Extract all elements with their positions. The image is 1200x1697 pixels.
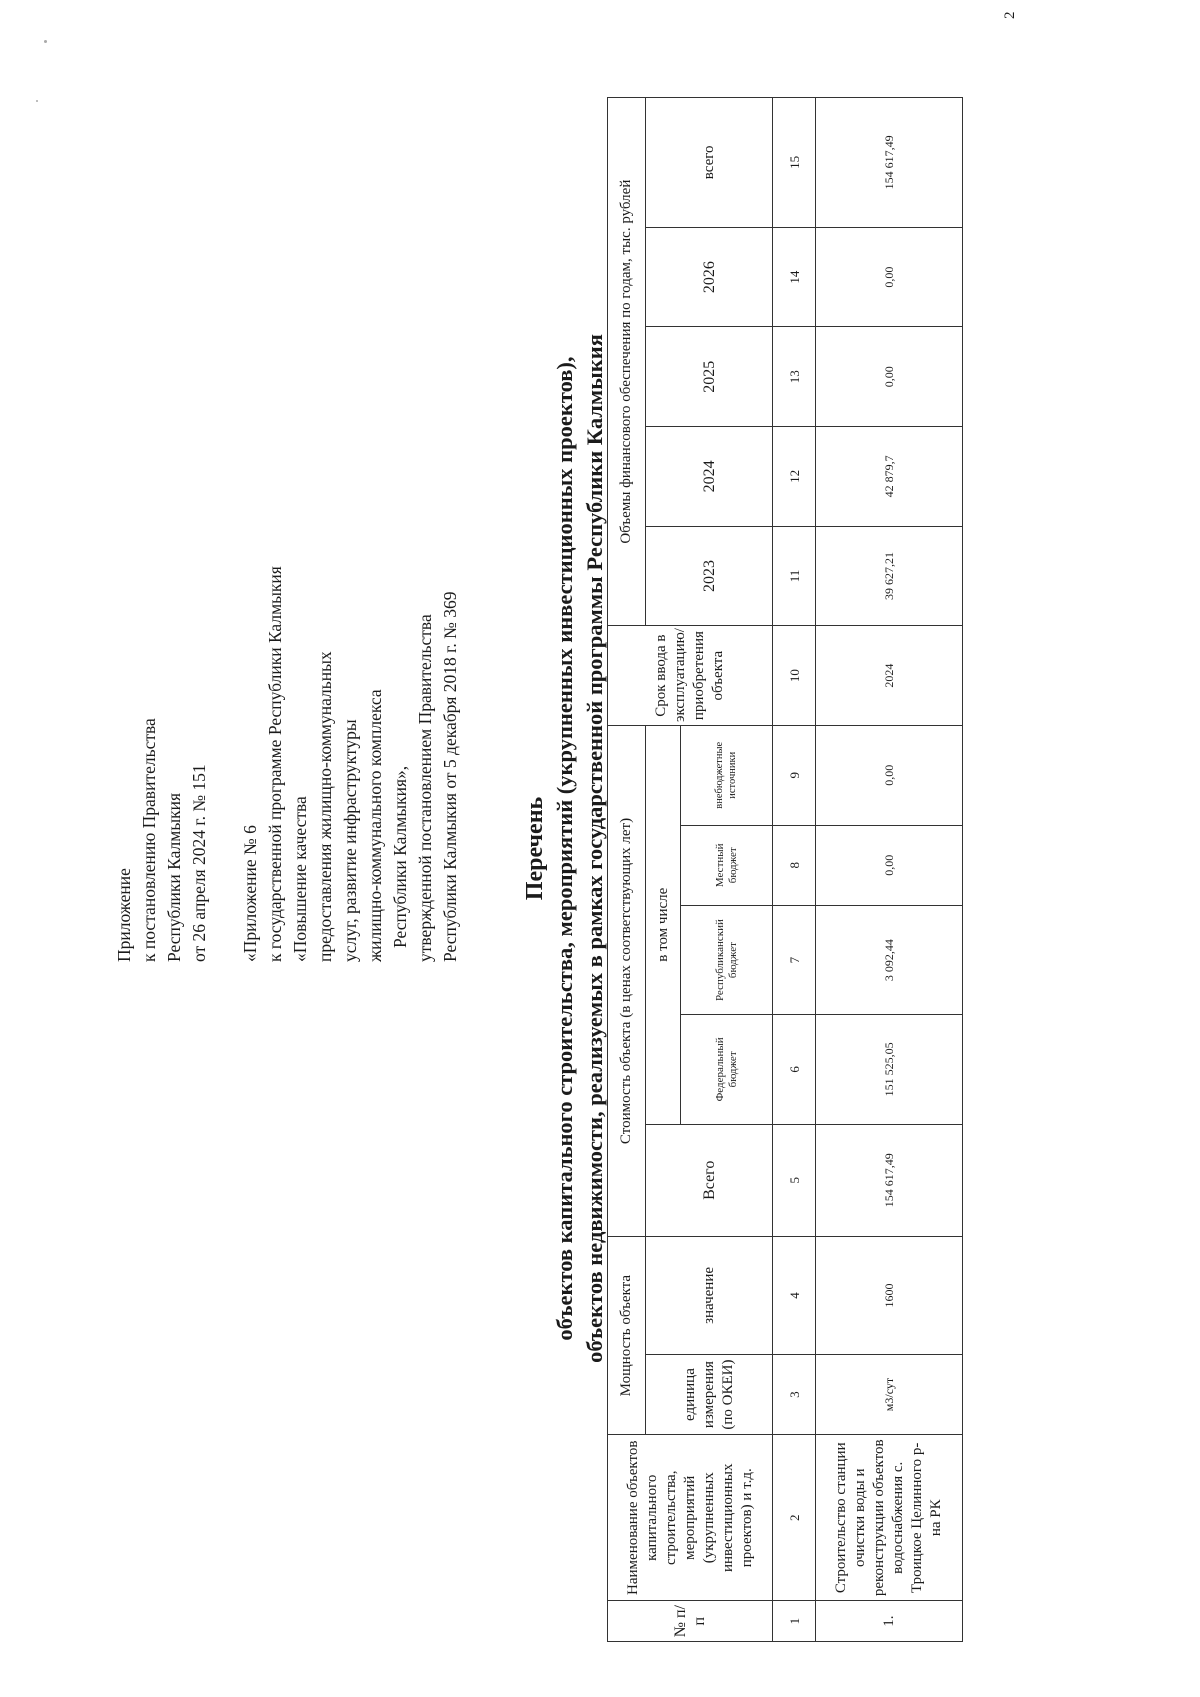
appendix-line: предоставления жилищно-коммунальных	[315, 651, 335, 962]
header-total: Всего	[646, 1124, 773, 1237]
appendix-line: Приложение	[114, 868, 134, 962]
appendix-line: утвержденной постановлением Правительства	[415, 614, 435, 962]
table-row	[816, 98, 963, 1642]
appendix-line: к постановлению Правительства	[139, 718, 159, 962]
appendix-line: «Приложение № 6	[240, 825, 260, 962]
header-capacity: Мощность объекта	[608, 1237, 646, 1435]
header-year-2025: 2025	[646, 327, 773, 427]
scan-speck	[44, 40, 47, 43]
year-2023-cell: 39 627,21	[816, 526, 963, 626]
year-2026-cell: 0,00	[816, 227, 963, 327]
header-financing: Объемы финансового обеспечения по годам, тыс. рублей	[608, 98, 646, 626]
republican-cell: 3 092,44	[816, 905, 963, 1014]
column-number: 9	[773, 725, 816, 825]
column-number: 3	[773, 1354, 816, 1434]
header-federal: Федеральный бюджет	[681, 1015, 773, 1124]
federal-cell: 151 525,05	[816, 1015, 963, 1124]
column-number: 11	[773, 526, 816, 626]
column-number: 14	[773, 227, 816, 327]
title-line: объектов капитального строительства, мероприятий (укрупненных инвестиционных проектов),	[552, 356, 577, 1341]
column-number: 15	[773, 98, 816, 228]
column-number: 4	[773, 1237, 816, 1355]
header-value: значение	[646, 1237, 773, 1355]
term-cell: 2024	[816, 626, 963, 726]
appendix-line: Республики Калмыкия»,	[390, 765, 410, 948]
title-line: объектов недвижимости, реализуемых в рамках государственной программы Республики Калмыкия	[582, 334, 607, 1363]
header-year-2026: 2026	[646, 227, 773, 327]
header-row-2	[646, 98, 681, 1642]
header-republican: Республиканский бюджет	[681, 905, 773, 1014]
column-number: 8	[773, 825, 816, 905]
scan-speck	[36, 100, 38, 102]
title-heading: Перечень	[522, 796, 548, 901]
row-number: 1.	[816, 1601, 963, 1642]
appendix-line: жилищно-коммунального комплекса	[365, 689, 385, 962]
column-number: 2	[773, 1435, 816, 1601]
appendix-line: Республики Калмыкия	[164, 792, 184, 962]
appendix-header	[112, 482, 489, 962]
header-num: № п/п	[608, 1601, 773, 1642]
year-2024-cell: 42 879,7	[816, 427, 963, 527]
unit-cell: м3/сут	[816, 1354, 963, 1434]
total-cost-cell: 154 617,49	[816, 1124, 963, 1237]
column-number: 12	[773, 427, 816, 527]
column-number: 5	[773, 1124, 816, 1237]
header-year-2024: 2024	[646, 427, 773, 527]
header-local: Местный бюджет	[681, 825, 773, 905]
value-cell: 1600	[816, 1237, 963, 1355]
appendix-line: Республики Калмыкия от 5 декабря 2018 г. № 369	[440, 591, 460, 962]
header-all: всего	[646, 98, 773, 228]
appendix-line: услуг, развитие инфраструктуры	[340, 719, 360, 962]
column-number: 13	[773, 327, 816, 427]
header-year-2023: 2023	[646, 526, 773, 626]
header-term: Срок ввода в эксплуатацию/приобретения объекта	[608, 626, 773, 726]
appendix-block-1	[112, 482, 212, 962]
objects-table	[607, 97, 963, 1642]
header-unit: единица измерения (по ОКЕИ)	[646, 1354, 773, 1434]
appendix-block-2	[238, 482, 463, 962]
header-extrabudget: внебюджетные источники	[681, 725, 773, 825]
column-number: 1	[773, 1601, 816, 1642]
column-number: 6	[773, 1015, 816, 1124]
header-row-1	[608, 98, 646, 1642]
appendix-line: от 26 апреля 2024 г. № 151	[189, 764, 209, 962]
header-cost: Стоимость объекта (в ценах соответствующих лет)	[608, 725, 646, 1236]
all-years-cell: 154 617,49	[816, 98, 963, 228]
local-cell: 0,00	[816, 825, 963, 905]
object-name: Строительство станции очистки воды и реконструкции объектов водоснабжения с. Троицкое Целинного р-на РК	[816, 1435, 963, 1601]
document-title	[520, 0, 610, 1697]
header-including: в том числе	[646, 725, 681, 1124]
column-number: 7	[773, 905, 816, 1014]
column-number: 10	[773, 626, 816, 726]
extrabudget-cell: 0,00	[816, 725, 963, 825]
appendix-line: к государственной программе Республики Калмыкия	[265, 566, 285, 962]
page-number: 2	[1002, 11, 1018, 19]
appendix-line: «Повышение качества	[290, 796, 310, 962]
header-name: Наименование объектов капитального строительства, мероприятий (укрупненных инвестиционных проектов) и т.д.	[608, 1435, 773, 1601]
column-numbers-row	[773, 98, 816, 1642]
year-2025-cell: 0,00	[816, 327, 963, 427]
